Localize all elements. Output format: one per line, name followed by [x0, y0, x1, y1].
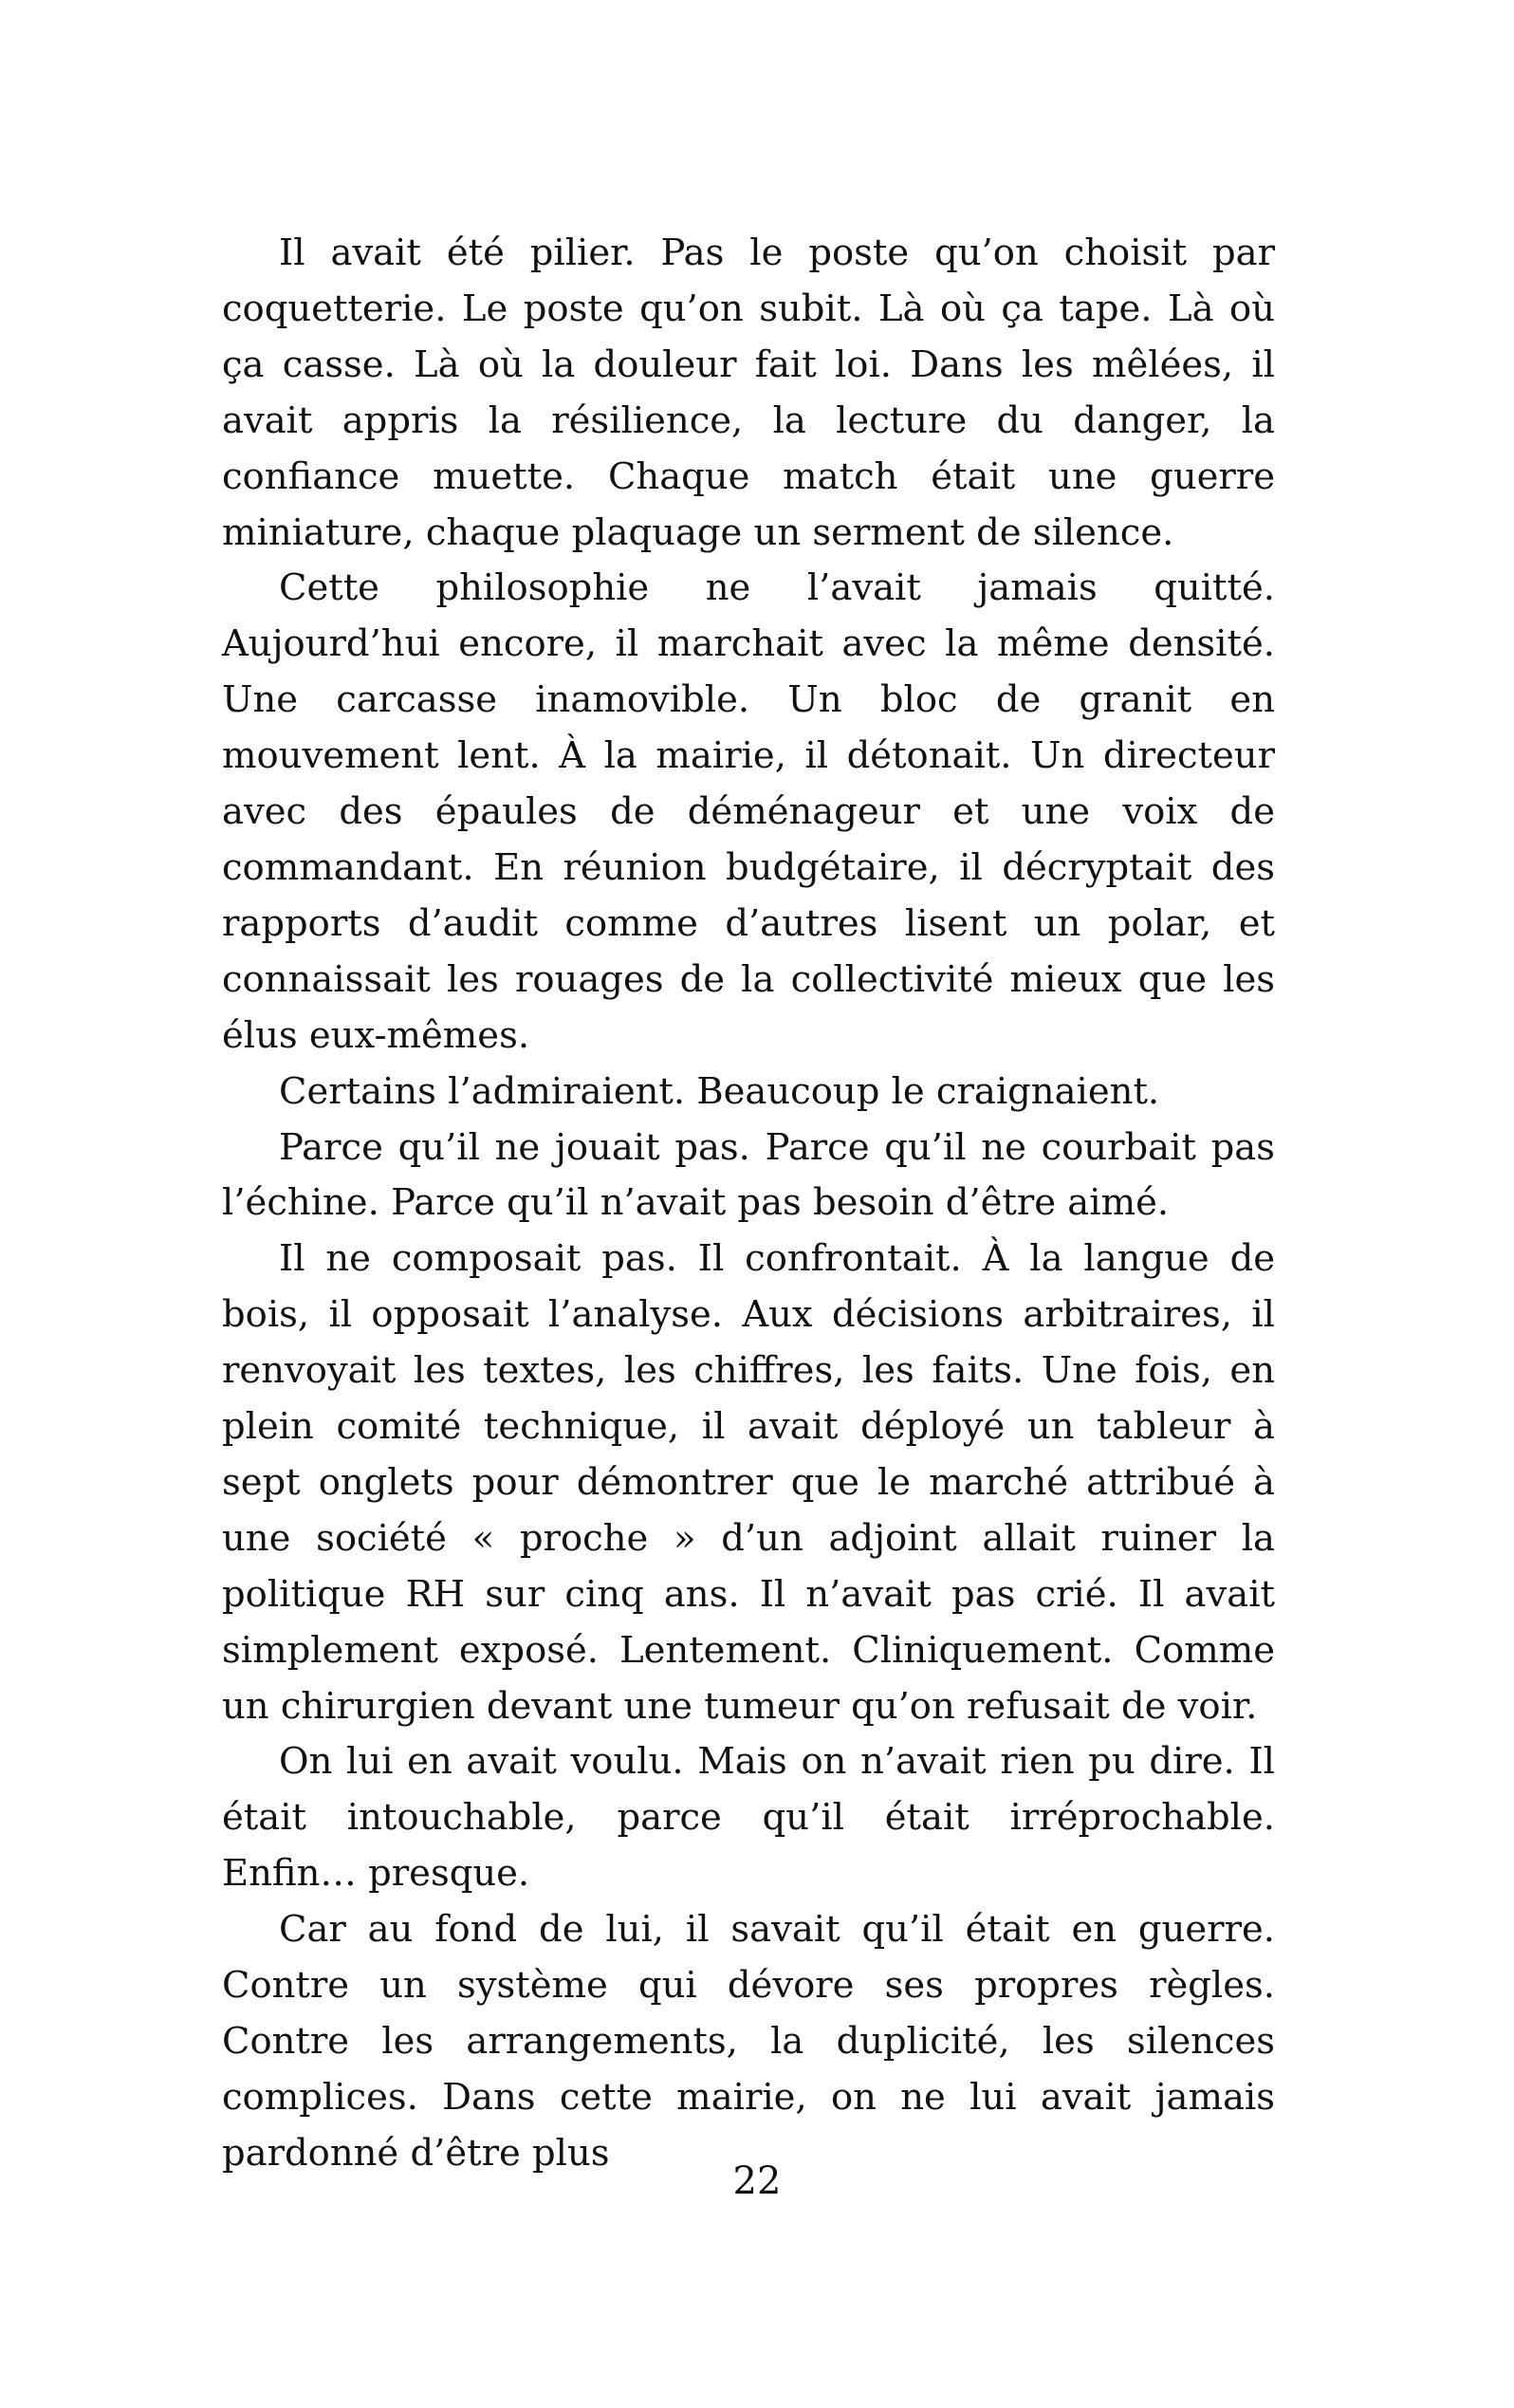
body-text — [222, 226, 1275, 2182]
paragraph: Cette philosophie ne l’avait jamais quitté. Aujourd’hui encore, il marchait avec la même densité. Une carcasse inamovible. Un bloc de granit en mouvement lent. À la mairie, il détonait. Un directeur avec des épaules de déménageur et une voix de commandant. En réunion budgétaire, il décryptait des rapports d’audit comme d’autres lisent un polar, et connaissait les rouages de la collectivité mieux que les élus eux-mêmes. — [222, 566, 1275, 1057]
paragraph: Il avait été pilier. Pas le poste qu’on choisit par coquetterie. Le poste qu’on subit. Là où ça tape. Là où ça casse. Là où la douleur fait loi. Dans les mêlées, il avait appris la résilience, la lecture du danger, la confiance muette. Chaque match était une guerre miniature, chaque plaquage un serment de silence. — [222, 232, 1275, 554]
paragraph: Parce qu’il ne jouait pas. Parce qu’il ne courbait pas l’échine. Parce qu’il n’avait pas besoin d’être aimé. — [222, 1125, 1275, 1225]
paragraph: Certains l’admiraient. Beaucoup le craignaient. — [279, 1069, 1160, 1113]
paragraph: On lui en avait voulu. Mais on n’avait rien pu dire. Il était intouchable, parce qu’il était irréprochable. Enfin… presque. — [222, 1740, 1275, 1896]
paragraph: Car au fond de lui, il savait qu’il était en guerre. Contre un système qui dévore ses propres règles. Contre les arrangements, la duplicité, les silences complices. Dans cette mairie, on ne lui avait jamais pardonné d’être plus — [222, 1908, 1275, 2175]
page-number: 22 — [732, 2159, 782, 2203]
paragraph: Il ne composait pas. Il confrontait. À la langue de bois, il opposait l’analyse. Aux décisions arbitraires, il renvoyait les textes, les chiffres, les faits. Une fois, en plein comité technique, il avait déployé un tableur à sept onglets pour démontrer que le marché attribué à une société « proche » d’un adjoint allait ruiner la politique RH sur cinq ans. Il n’avait pas crié. Il avait simplement exposé. Lentement. Cliniquement. Comme un chirurgien devant une tumeur qu’on refusait de voir. — [222, 1237, 1275, 1728]
